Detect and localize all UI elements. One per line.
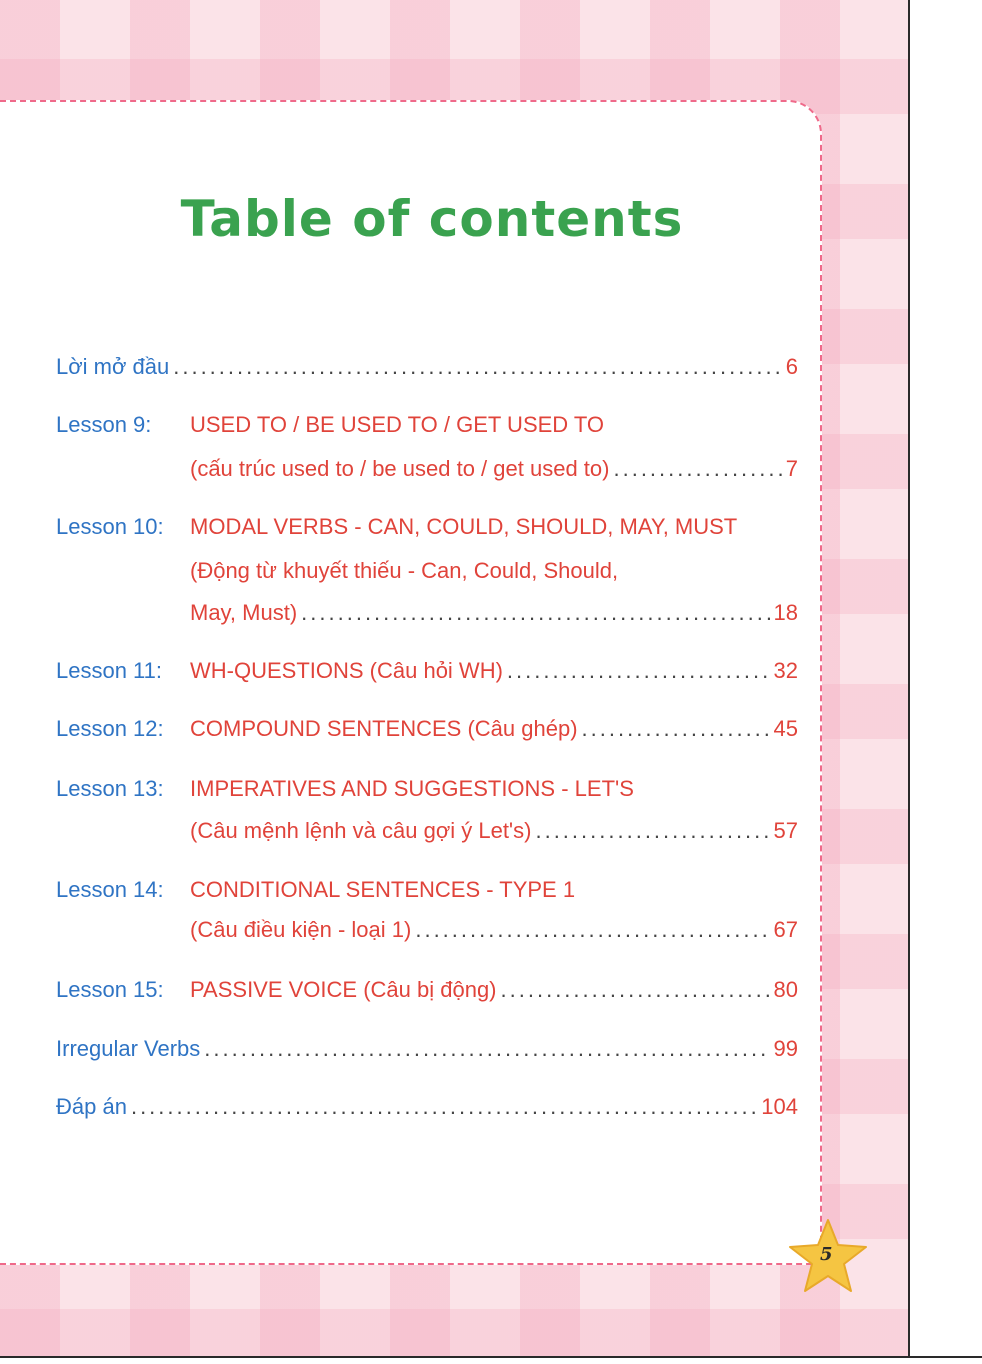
lesson-subtitle: (cấu trúc used to / be used to / get used to): [190, 456, 610, 481]
lesson-title: WH-QUESTIONS (Câu hỏi WH): [190, 658, 503, 683]
lesson-label: Lesson 10:: [56, 514, 164, 539]
dot-leader: [501, 975, 770, 1005]
lesson-title: COMPOUND SENTENCES (Câu ghép): [190, 716, 578, 741]
lesson-title: IMPERATIVES AND SUGGESTIONS - LET'S: [190, 776, 634, 801]
toc-entry-text: Lời mở đầu: [56, 354, 170, 379]
toc-page-number: 57: [773, 818, 798, 843]
toc-entry-lesson-11[interactable]: [56, 656, 798, 686]
lesson-subtitle: (Động từ khuyết thiếu - Can, Could, Should,: [190, 558, 619, 583]
toc-entry-lesson-9[interactable]: [56, 410, 798, 490]
page-title: Table of contents: [180, 190, 684, 248]
toc-entry-irregular-verbs[interactable]: [56, 1034, 798, 1064]
lesson-label: Lesson 11:: [56, 658, 163, 683]
dot-leader: [613, 454, 781, 484]
toc-page-number: 99: [773, 1036, 798, 1061]
toc-page-number: 80: [773, 977, 798, 1002]
toc-page-number: 67: [773, 917, 798, 942]
lesson-label: Lesson 14:: [56, 877, 164, 902]
toc-page-number: 32: [773, 658, 798, 683]
toc-page-number: 45: [773, 716, 798, 741]
lesson-label: Lesson 15:: [56, 977, 164, 1002]
lesson-title: MODAL VERBS - CAN, COULD, SHOULD, MAY, MUST: [190, 514, 738, 539]
toc-page-number: 7: [785, 456, 798, 481]
toc-entry-intro[interactable]: [56, 352, 798, 382]
page-edge-bottom: [0, 1356, 982, 1364]
toc-entry-lesson-13[interactable]: [56, 774, 798, 854]
toc-entry-answers[interactable]: [56, 1092, 798, 1122]
toc-entry-text: Irregular Verbs: [56, 1036, 201, 1061]
lesson-label: Lesson 9:: [56, 412, 152, 437]
dot-leader: [582, 714, 770, 744]
lesson-label: Lesson 12:: [56, 716, 164, 741]
lesson-title: USED TO / BE USED TO / GET USED TO: [190, 412, 605, 437]
lesson-label: Lesson 13:: [56, 776, 164, 801]
toc-entry-lesson-14[interactable]: [56, 875, 798, 955]
toc-page-number: 18: [773, 600, 798, 625]
toc-entry-lesson-15[interactable]: [56, 975, 798, 1005]
dot-leader: [415, 915, 769, 945]
lesson-title: CONDITIONAL SENTENCES - TYPE 1: [190, 877, 576, 902]
toc-entry-lesson-12[interactable]: [56, 714, 798, 744]
toc-page-number: 104: [761, 1094, 798, 1119]
dot-leader: [507, 656, 770, 686]
dot-leader: [301, 598, 769, 628]
toc-entry-lesson-10[interactable]: [56, 512, 798, 632]
toc-page-number: 6: [785, 354, 798, 379]
lesson-title: PASSIVE VOICE (Câu bị động): [190, 977, 497, 1002]
lesson-subtitle-cont: May, Must): [190, 600, 298, 625]
page-edge-right: [908, 0, 982, 1364]
dot-leader: [131, 1092, 757, 1122]
toc-entry-text: Đáp án: [56, 1094, 127, 1119]
dot-leader: [173, 352, 782, 382]
lesson-subtitle: (Câu mệnh lệnh và câu gợi ý Let's): [190, 818, 532, 843]
page-number: 5: [820, 1244, 833, 1265]
lesson-subtitle: (Câu điều kiện - loại 1): [190, 917, 412, 942]
dot-leader: [535, 816, 769, 846]
dot-leader: [204, 1034, 769, 1064]
